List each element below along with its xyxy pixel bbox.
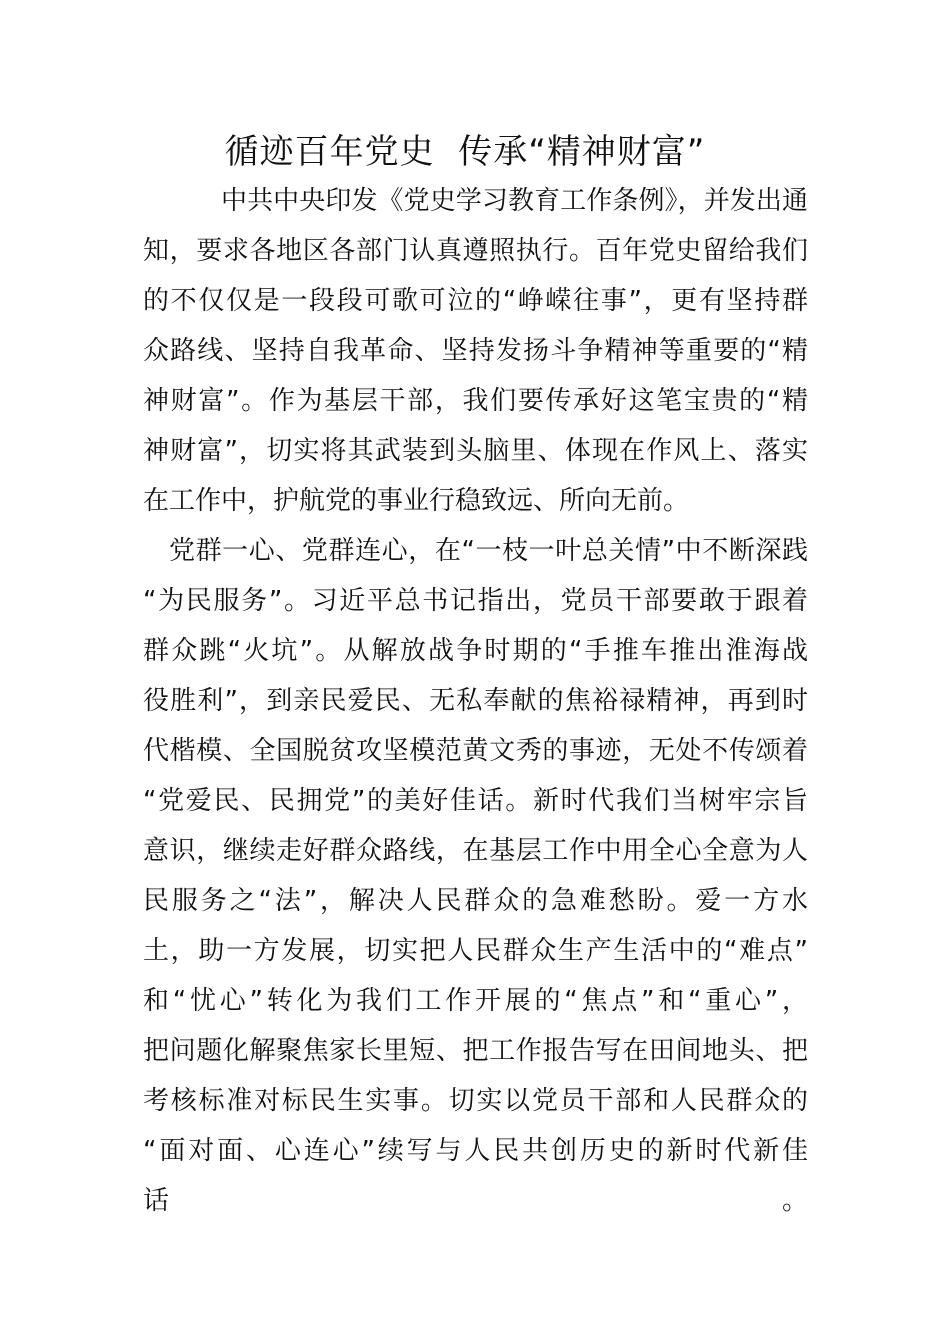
text-line: 神财富”，切实将其武装到头脑里、体现在作风上、落实 xyxy=(143,436,808,466)
text-line: 的不仅仅是一段段可歌可泣的“峥嵘往事”，更有坚持群 xyxy=(143,286,808,316)
text-line xyxy=(143,1226,808,1276)
document-body xyxy=(143,176,808,1276)
text-line: “为民服务”。习近平总书记指出，党员干部要敢于跟着 xyxy=(143,586,808,616)
text-line: 意识，继续走好群众路线，在基层工作中用全心全意为人 xyxy=(143,836,808,866)
paragraph-2 xyxy=(143,526,808,1276)
text-line: 代楷模、全国脱贫攻坚模范黄文秀的事迹，无处不传颂着 xyxy=(143,736,808,766)
text-line: 民服务之“法”，解决人民群众的急难愁盼。爱一方水 xyxy=(143,886,808,916)
text-line: 在工作中，护航党的事业行稳致远、所向无前。 xyxy=(143,486,690,516)
paragraph-1 xyxy=(143,176,808,526)
text-line: 中共中央印发《党史学习教育工作条例》，并发出通 xyxy=(221,186,808,216)
text-line: 群众跳“火坑”。从解放战争时期的“手推车推出淮海战 xyxy=(143,636,808,666)
text-line: 和“忧心”转化为我们工作开展的“焦点”和“重心”， xyxy=(143,986,808,1016)
text-line: 考核标准对标民生实事。切实以党员干部和人民群众的 xyxy=(143,1086,808,1116)
text-line: 把问题化解聚焦家长里短、把工作报告写在田间地头、把 xyxy=(143,1036,808,1066)
text-line: 党群一心、党群连心，在“一枝一叶总关情”中不断深践 xyxy=(169,536,808,566)
text-line: “面对面、心连心”续写与人民共创历史的新时代新佳 xyxy=(143,1136,808,1166)
text-line: 众路线、坚持自我革命、坚持发扬斗争精神等重要的“精 xyxy=(143,336,808,366)
text-line: “党爱民、民拥党”的美好佳话。新时代我们当树牢宗旨 xyxy=(143,786,808,816)
text-line: 知，要求各地区各部门认真遵照执行。百年党史留给我们 xyxy=(143,236,808,266)
text-line: 役胜利”，到亲民爱民、无私奉献的焦裕禄精神，再到时 xyxy=(143,686,808,716)
text-line: 神财富”。作为基层干部，我们要传承好这笔宝贵的“精 xyxy=(143,386,808,416)
document-title: 循迹百年党史 传承“精神财富” xyxy=(224,132,706,172)
text-line: 土，助一方发展，切实把人民群众生产生活中的“难点” xyxy=(143,936,808,966)
text-line: 话。 xyxy=(143,1186,808,1216)
